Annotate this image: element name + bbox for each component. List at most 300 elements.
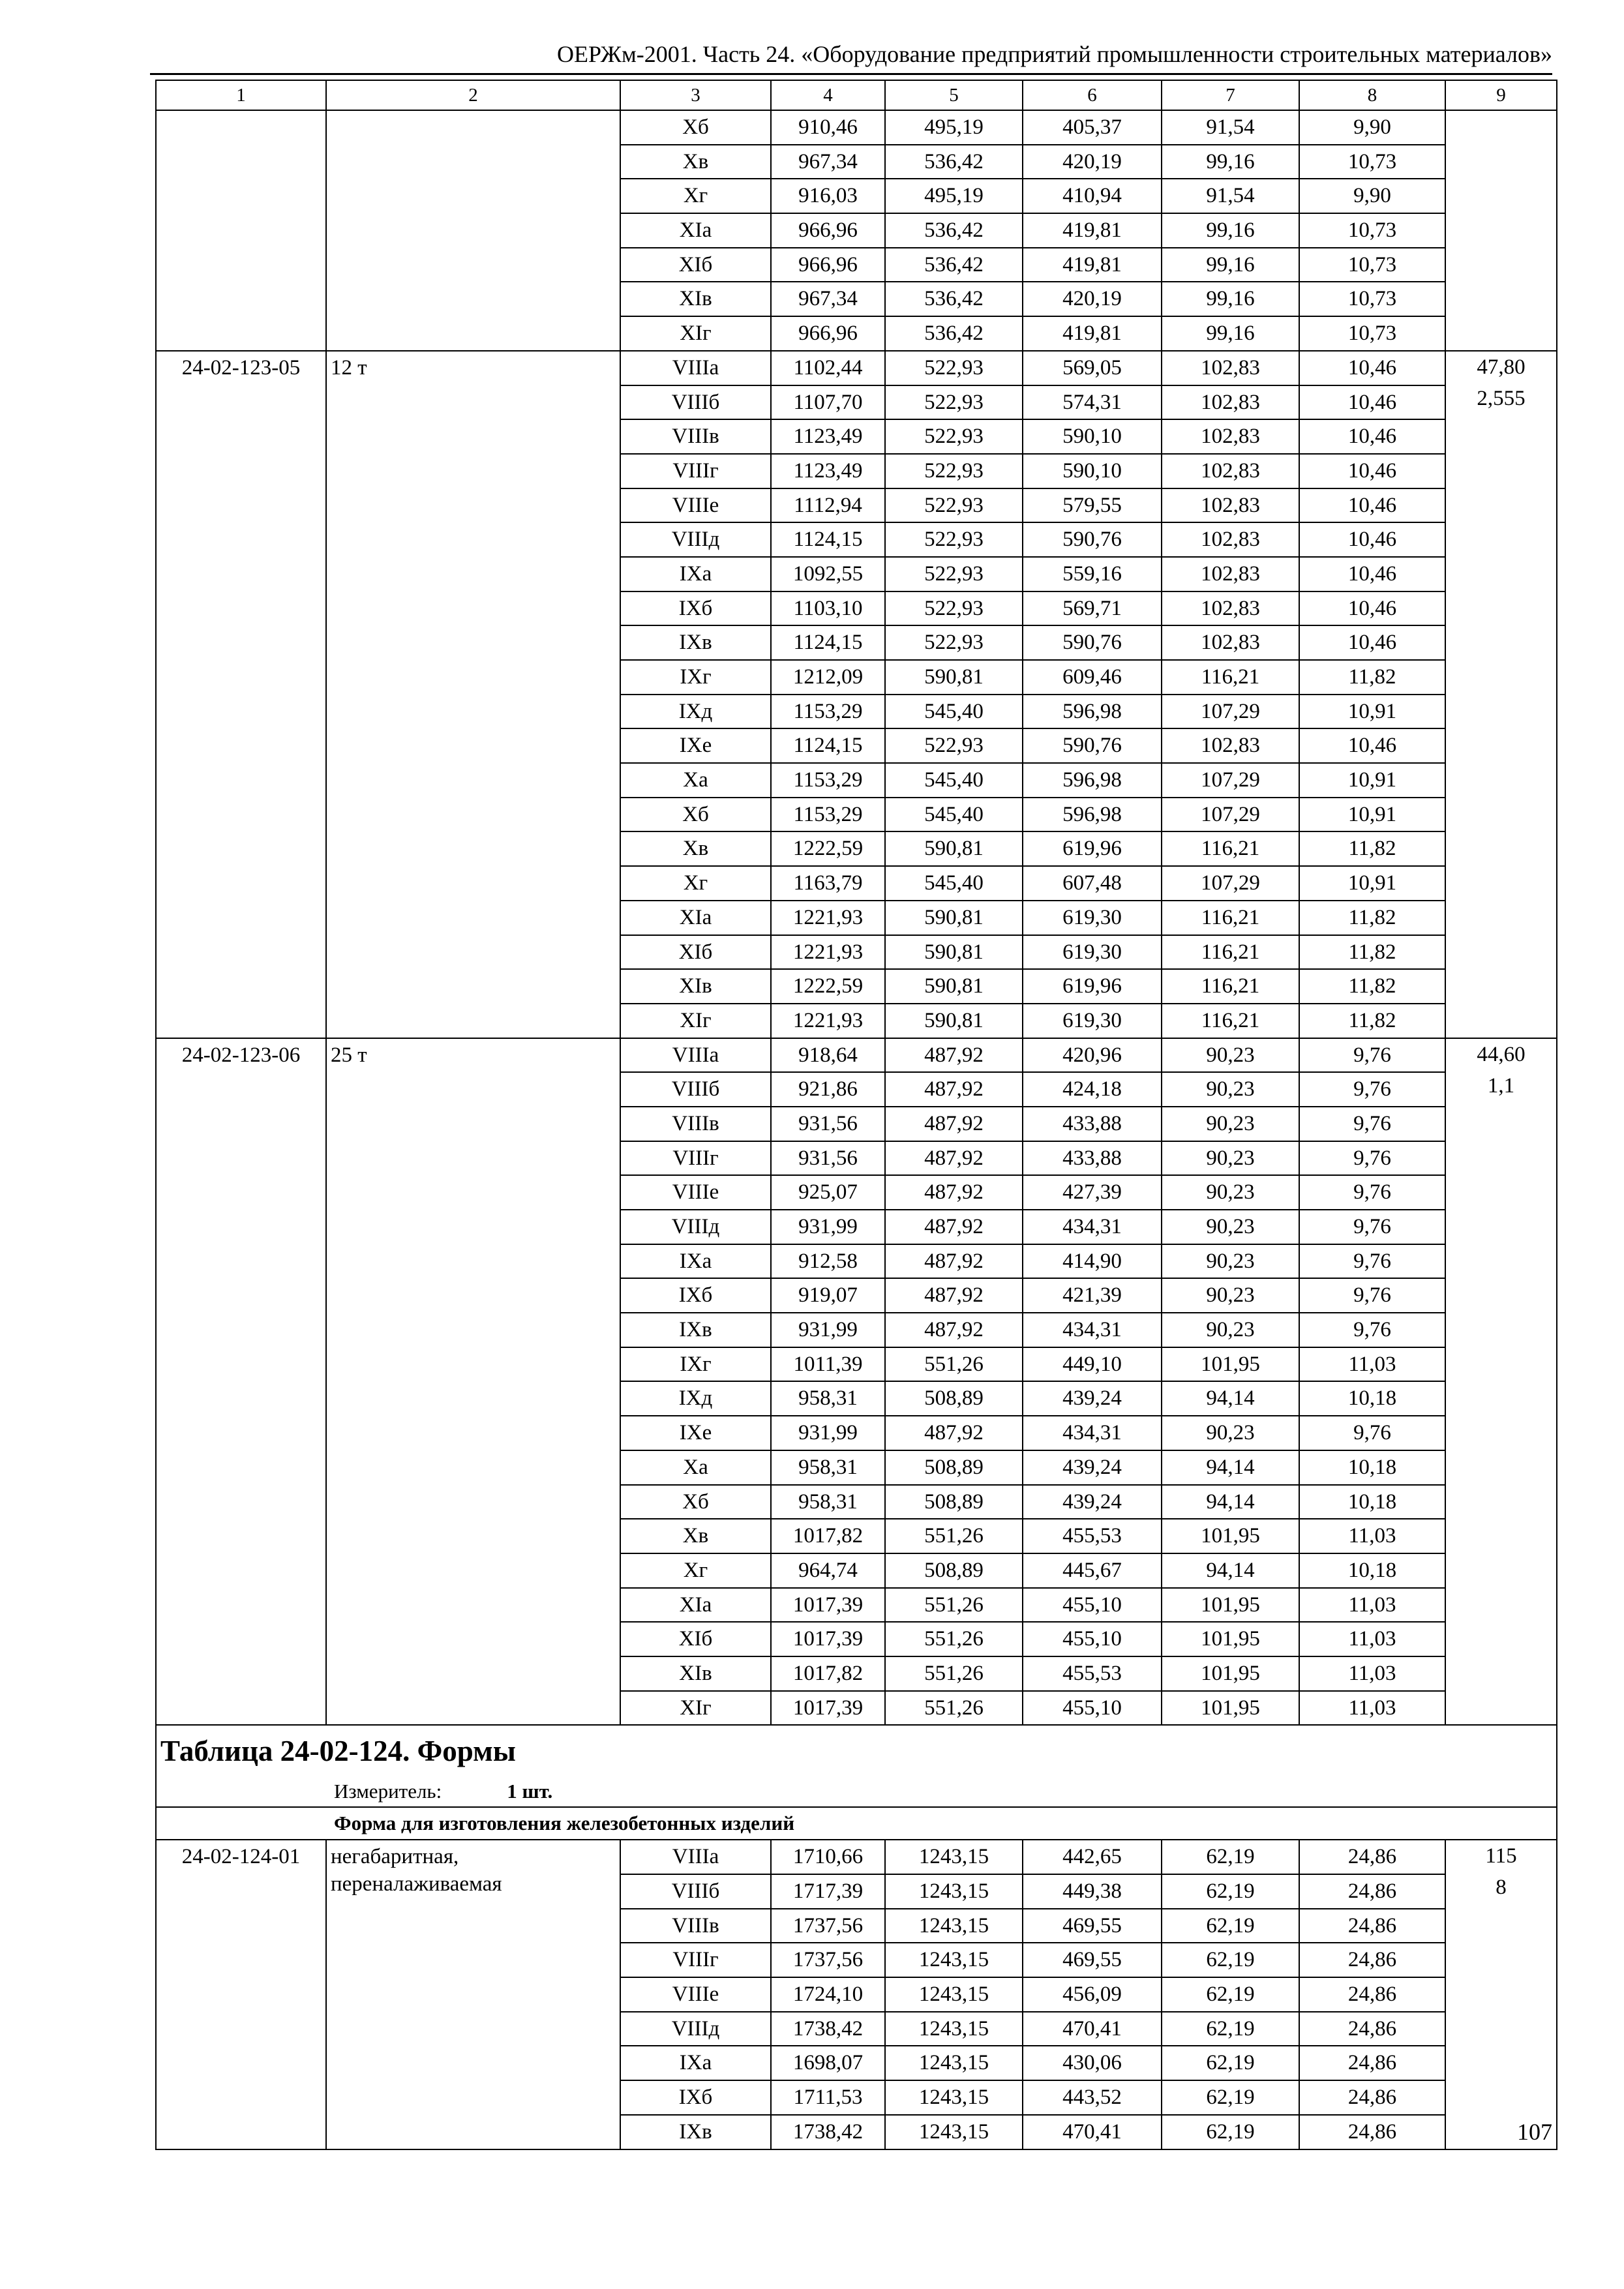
total-cost-cell: 967,34 — [771, 145, 885, 179]
labor-cell: 10,73 — [1299, 145, 1445, 179]
materials-cell: 455,10 — [1023, 1588, 1162, 1623]
total-cost-cell: 1221,93 — [771, 901, 885, 935]
index-cell: VIIIа — [620, 351, 771, 385]
labor-cell: 10,73 — [1299, 282, 1445, 316]
materials-cell: 607,48 — [1023, 866, 1162, 901]
code-cell: 24-02-123-06 — [156, 1038, 326, 1726]
machines-cell: 91,54 — [1162, 179, 1299, 213]
machines-cell: 90,23 — [1162, 1141, 1299, 1176]
machines-cell: 94,14 — [1162, 1485, 1299, 1519]
materials-cell: 590,76 — [1023, 522, 1162, 557]
labor-cell: 10,46 — [1299, 351, 1445, 385]
machines-cell: 107,29 — [1162, 866, 1299, 901]
wages-cell: 522,93 — [885, 385, 1023, 420]
col9-value: 115 — [1485, 1844, 1517, 1868]
wages-cell: 536,42 — [885, 248, 1023, 282]
total-cost-cell: 916,03 — [771, 179, 885, 213]
machines-cell: 62,19 — [1162, 1874, 1299, 1909]
machines-cell: 62,19 — [1162, 1909, 1299, 1943]
total-cost-cell: 1738,42 — [771, 2115, 885, 2149]
total-cost-cell: 1123,49 — [771, 454, 885, 488]
total-cost-cell: 925,07 — [771, 1175, 885, 1210]
index-cell: IXв — [620, 2115, 771, 2149]
materials-cell: 470,41 — [1023, 2012, 1162, 2046]
col9-value: 2,555 — [1477, 386, 1526, 410]
index-cell: Xг — [620, 1553, 771, 1588]
materials-cell: 469,55 — [1023, 1943, 1162, 1977]
machines-cell: 107,29 — [1162, 798, 1299, 832]
index-cell: Xг — [620, 179, 771, 213]
labor-cell: 10,46 — [1299, 522, 1445, 557]
materials-cell: 439,24 — [1023, 1381, 1162, 1416]
machines-cell: 102,83 — [1162, 557, 1299, 591]
machines-cell: 102,83 — [1162, 454, 1299, 488]
labor-cell: 11,82 — [1299, 831, 1445, 866]
machines-cell: 90,23 — [1162, 1210, 1299, 1244]
total-cost-cell: 1124,15 — [771, 728, 885, 763]
index-cell: IXб — [620, 1278, 771, 1313]
materials-cell: 430,06 — [1023, 2046, 1162, 2080]
materials-cell: 414,90 — [1023, 1244, 1162, 1279]
unit-value: 1 шт. — [507, 1780, 553, 1803]
wages-cell: 1243,15 — [885, 2115, 1023, 2149]
index-cell: Xб — [620, 110, 771, 145]
index-cell: VIIIд — [620, 2012, 771, 2046]
labor-cell: 10,91 — [1299, 695, 1445, 729]
labor-cell: 10,18 — [1299, 1553, 1445, 1588]
total-cost-cell: 1011,39 — [771, 1347, 885, 1382]
total-cost-cell: 1221,93 — [771, 1004, 885, 1038]
table-row — [156, 110, 1557, 145]
machines-cell: 101,95 — [1162, 1656, 1299, 1691]
wages-cell: 522,93 — [885, 557, 1023, 591]
wages-cell: 1243,15 — [885, 1840, 1023, 1874]
machines-cell: 99,16 — [1162, 316, 1299, 351]
wages-cell: 522,93 — [885, 419, 1023, 454]
machines-cell: 94,14 — [1162, 1553, 1299, 1588]
wages-cell: 590,81 — [885, 831, 1023, 866]
materials-cell: 470,41 — [1023, 2115, 1162, 2149]
labor-cell: 24,86 — [1299, 1977, 1445, 2012]
total-cost-cell: 1017,82 — [771, 1519, 885, 1553]
labor-cell: 24,86 — [1299, 2046, 1445, 2080]
index-cell: XIг — [620, 1004, 771, 1038]
labor-cell: 9,76 — [1299, 1313, 1445, 1347]
materials-cell: 619,30 — [1023, 1004, 1162, 1038]
machines-cell: 62,19 — [1162, 1943, 1299, 1977]
machines-cell: 107,29 — [1162, 763, 1299, 798]
wages-cell: 508,89 — [885, 1450, 1023, 1485]
total-cost-cell: 1112,94 — [771, 488, 885, 523]
machines-cell: 102,83 — [1162, 728, 1299, 763]
materials-cell: 596,98 — [1023, 763, 1162, 798]
materials-cell: 590,10 — [1023, 454, 1162, 488]
labor-cell: 24,86 — [1299, 1943, 1445, 1977]
machines-cell: 107,29 — [1162, 695, 1299, 729]
materials-cell: 434,31 — [1023, 1210, 1162, 1244]
wages-cell: 590,81 — [885, 901, 1023, 935]
materials-cell: 410,94 — [1023, 179, 1162, 213]
labor-cell: 24,86 — [1299, 1840, 1445, 1874]
machines-cell: 62,19 — [1162, 1977, 1299, 2012]
total-cost-cell: 1710,66 — [771, 1840, 885, 1874]
wages-cell: 1243,15 — [885, 1943, 1023, 1977]
materials-cell: 569,05 — [1023, 351, 1162, 385]
index-cell: VIIIг — [620, 1141, 771, 1176]
machines-cell: 99,16 — [1162, 145, 1299, 179]
code-cell: 24-02-124-01 — [156, 1840, 326, 2149]
labor-cell: 10,46 — [1299, 625, 1445, 660]
wages-cell: 545,40 — [885, 763, 1023, 798]
index-cell: IXг — [620, 660, 771, 695]
machines-cell: 101,95 — [1162, 1622, 1299, 1656]
wages-cell: 545,40 — [885, 798, 1023, 832]
labor-cell: 10,46 — [1299, 591, 1445, 626]
index-cell: Xб — [620, 798, 771, 832]
total-cost-cell: 958,31 — [771, 1381, 885, 1416]
labor-cell: 11,03 — [1299, 1519, 1445, 1553]
labor-cell: 9,76 — [1299, 1038, 1445, 1073]
wages-cell: 1243,15 — [885, 2012, 1023, 2046]
materials-cell: 433,88 — [1023, 1141, 1162, 1176]
materials-cell: 442,65 — [1023, 1840, 1162, 1874]
labor-cell: 24,86 — [1299, 1874, 1445, 1909]
table-row — [156, 351, 1557, 385]
name-cell — [326, 110, 620, 351]
total-cost-cell: 958,31 — [771, 1485, 885, 1519]
total-cost-cell: 1737,56 — [771, 1943, 885, 1977]
total-cost-cell: 1698,07 — [771, 2046, 885, 2080]
column-number: 1 — [156, 80, 326, 110]
labor-cell: 11,82 — [1299, 969, 1445, 1004]
wages-cell: 536,42 — [885, 282, 1023, 316]
total-cost-cell: 1103,10 — [771, 591, 885, 626]
wages-cell: 551,26 — [885, 1656, 1023, 1691]
code-cell — [156, 110, 326, 351]
col9-value: 1,1 — [1487, 1073, 1515, 1098]
total-cost-cell: 931,56 — [771, 1107, 885, 1141]
total-cost-cell: 1123,49 — [771, 419, 885, 454]
index-cell: XIб — [620, 248, 771, 282]
total-cost-cell: 1153,29 — [771, 798, 885, 832]
materials-cell: 574,31 — [1023, 385, 1162, 420]
wages-cell: 1243,15 — [885, 2080, 1023, 2115]
wages-cell: 495,19 — [885, 179, 1023, 213]
index-cell: VIIIа — [620, 1038, 771, 1073]
name-cell: негабаритная, переналаживаемая — [326, 1840, 620, 2149]
labor-cell: 24,86 — [1299, 2115, 1445, 2149]
index-cell: VIIIе — [620, 1175, 771, 1210]
index-cell: Xа — [620, 1450, 771, 1485]
total-cost-cell: 1124,15 — [771, 522, 885, 557]
labor-cell: 9,76 — [1299, 1244, 1445, 1279]
materials-cell: 455,53 — [1023, 1519, 1162, 1553]
wages-cell: 522,93 — [885, 454, 1023, 488]
machines-cell: 99,16 — [1162, 282, 1299, 316]
labor-cell: 10,91 — [1299, 763, 1445, 798]
machines-cell: 62,19 — [1162, 2080, 1299, 2115]
labor-cell: 9,76 — [1299, 1072, 1445, 1107]
wages-cell: 545,40 — [885, 866, 1023, 901]
machines-cell: 62,19 — [1162, 1840, 1299, 1874]
labor-cell: 11,82 — [1299, 935, 1445, 970]
wages-cell: 487,92 — [885, 1244, 1023, 1279]
machines-cell: 102,83 — [1162, 351, 1299, 385]
column-number: 9 — [1445, 80, 1557, 110]
labor-cell: 9,90 — [1299, 179, 1445, 213]
wages-cell: 590,81 — [885, 969, 1023, 1004]
materials-cell: 619,96 — [1023, 969, 1162, 1004]
wages-cell: 487,92 — [885, 1072, 1023, 1107]
index-cell: XIб — [620, 935, 771, 970]
materials-cell: 443,52 — [1023, 2080, 1162, 2115]
machines-cell: 101,95 — [1162, 1519, 1299, 1553]
materials-cell: 455,10 — [1023, 1622, 1162, 1656]
index-cell: Xа — [620, 763, 771, 798]
machines-cell: 116,21 — [1162, 935, 1299, 970]
machines-cell: 99,16 — [1162, 248, 1299, 282]
index-cell: VIIIб — [620, 385, 771, 420]
col9-cell — [1445, 351, 1557, 1038]
column-number: 4 — [771, 80, 885, 110]
wages-cell: 508,89 — [885, 1553, 1023, 1588]
labor-cell: 11,82 — [1299, 901, 1445, 935]
page-header — [150, 38, 1552, 75]
total-cost-cell: 918,64 — [771, 1038, 885, 1073]
index-cell: IXв — [620, 625, 771, 660]
wages-cell: 508,89 — [885, 1485, 1023, 1519]
labor-cell: 10,73 — [1299, 316, 1445, 351]
labor-cell: 11,03 — [1299, 1588, 1445, 1623]
machines-cell: 101,95 — [1162, 1691, 1299, 1726]
index-cell: Xг — [620, 866, 771, 901]
index-cell: XIб — [620, 1622, 771, 1656]
index-cell: IXе — [620, 1416, 771, 1450]
rates-table — [155, 80, 1557, 2150]
index-cell: XIв — [620, 1656, 771, 1691]
col9-cell — [1445, 1038, 1557, 1726]
machines-cell: 116,21 — [1162, 969, 1299, 1004]
machines-cell: 90,23 — [1162, 1072, 1299, 1107]
total-cost-cell: 910,46 — [771, 110, 885, 145]
machines-cell: 102,83 — [1162, 591, 1299, 626]
machines-cell: 62,19 — [1162, 2046, 1299, 2080]
total-cost-cell: 919,07 — [771, 1278, 885, 1313]
index-cell: VIIIв — [620, 1107, 771, 1141]
materials-cell: 469,55 — [1023, 1909, 1162, 1943]
labor-cell: 11,82 — [1299, 660, 1445, 695]
machines-cell: 90,23 — [1162, 1313, 1299, 1347]
wages-cell: 487,92 — [885, 1416, 1023, 1450]
index-cell: XIг — [620, 1691, 771, 1726]
wages-cell: 536,42 — [885, 213, 1023, 248]
labor-cell: 10,18 — [1299, 1485, 1445, 1519]
labor-cell: 11,03 — [1299, 1622, 1445, 1656]
section-cell — [156, 1807, 1557, 1840]
materials-cell: 439,24 — [1023, 1450, 1162, 1485]
column-number: 2 — [326, 80, 620, 110]
col9-cell — [1445, 110, 1557, 351]
wages-cell: 487,92 — [885, 1210, 1023, 1244]
materials-cell: 420,96 — [1023, 1038, 1162, 1073]
wages-cell: 495,19 — [885, 110, 1023, 145]
table-row — [156, 1840, 1557, 1874]
labor-cell: 10,18 — [1299, 1381, 1445, 1416]
labor-cell: 10,46 — [1299, 419, 1445, 454]
materials-cell: 590,76 — [1023, 728, 1162, 763]
materials-cell: 419,81 — [1023, 213, 1162, 248]
table-row — [156, 1038, 1557, 1073]
wages-cell: 522,93 — [885, 351, 1023, 385]
wages-cell: 522,93 — [885, 488, 1023, 523]
index-cell: IXв — [620, 1313, 771, 1347]
total-cost-cell: 966,96 — [771, 248, 885, 282]
wages-cell: 590,81 — [885, 935, 1023, 970]
materials-cell: 590,76 — [1023, 625, 1162, 660]
wages-cell: 487,92 — [885, 1141, 1023, 1176]
index-cell: XIв — [620, 969, 771, 1004]
machines-cell: 102,83 — [1162, 419, 1299, 454]
wages-cell: 551,26 — [885, 1622, 1023, 1656]
unit-label: Измеритель: — [334, 1780, 442, 1803]
materials-cell: 456,09 — [1023, 1977, 1162, 2012]
total-cost-cell: 967,34 — [771, 282, 885, 316]
materials-cell: 596,98 — [1023, 798, 1162, 832]
index-cell: VIIIа — [620, 1840, 771, 1874]
index-cell: VIIIд — [620, 522, 771, 557]
wages-cell: 508,89 — [885, 1381, 1023, 1416]
index-cell: IXб — [620, 591, 771, 626]
section-row — [156, 1807, 1557, 1840]
index-cell: VIIIг — [620, 454, 771, 488]
total-cost-cell: 958,31 — [771, 1450, 885, 1485]
index-cell: IXе — [620, 728, 771, 763]
wages-cell: 536,42 — [885, 145, 1023, 179]
total-cost-cell: 1717,39 — [771, 1874, 885, 1909]
name-cell: 12 т — [326, 351, 620, 1038]
total-cost-cell: 1017,39 — [771, 1622, 885, 1656]
machines-cell: 116,21 — [1162, 901, 1299, 935]
index-cell: IXб — [620, 2080, 771, 2115]
total-cost-cell: 1124,15 — [771, 625, 885, 660]
materials-cell: 434,31 — [1023, 1416, 1162, 1450]
machines-cell: 99,16 — [1162, 213, 1299, 248]
total-cost-cell: 921,86 — [771, 1072, 885, 1107]
machines-cell: 102,83 — [1162, 488, 1299, 523]
column-number: 7 — [1162, 80, 1299, 110]
labor-cell: 11,82 — [1299, 1004, 1445, 1038]
materials-cell: 420,19 — [1023, 282, 1162, 316]
header-title: ОЕРЖм-2001. Часть 24. «Оборудование предприятий промышленности строительных материалов» — [556, 41, 1552, 67]
materials-cell: 619,30 — [1023, 901, 1162, 935]
materials-cell: 424,18 — [1023, 1072, 1162, 1107]
wages-cell: 1243,15 — [885, 1874, 1023, 1909]
index-cell: IXа — [620, 2046, 771, 2080]
materials-cell: 590,10 — [1023, 419, 1162, 454]
machines-cell: 62,19 — [1162, 2012, 1299, 2046]
index-cell: VIIIе — [620, 488, 771, 523]
labor-cell: 10,73 — [1299, 248, 1445, 282]
column-numbers-row — [156, 80, 1557, 110]
labor-cell: 11,03 — [1299, 1691, 1445, 1726]
col9-value: 47,80 — [1477, 355, 1526, 379]
labor-cell: 9,76 — [1299, 1210, 1445, 1244]
machines-cell: 91,54 — [1162, 110, 1299, 145]
machines-cell: 90,23 — [1162, 1175, 1299, 1210]
total-cost-cell: 1738,42 — [771, 2012, 885, 2046]
wages-cell: 522,93 — [885, 522, 1023, 557]
wages-cell: 551,26 — [885, 1519, 1023, 1553]
materials-cell: 449,10 — [1023, 1347, 1162, 1382]
labor-cell: 24,86 — [1299, 2080, 1445, 2115]
total-cost-cell: 1017,39 — [771, 1588, 885, 1623]
labor-cell: 11,03 — [1299, 1656, 1445, 1691]
col9-cell — [1445, 1840, 1557, 2149]
page-number: 107 — [1517, 2119, 1552, 2145]
name-cell: 25 т — [326, 1038, 620, 1726]
machines-cell: 90,23 — [1162, 1244, 1299, 1279]
labor-cell: 9,76 — [1299, 1278, 1445, 1313]
total-cost-cell: 1221,93 — [771, 935, 885, 970]
wages-cell: 590,81 — [885, 1004, 1023, 1038]
index-cell: IXд — [620, 695, 771, 729]
total-cost-cell: 912,58 — [771, 1244, 885, 1279]
index-cell: VIIIе — [620, 1977, 771, 2012]
wages-cell: 1243,15 — [885, 1977, 1023, 2012]
labor-cell: 10,46 — [1299, 454, 1445, 488]
materials-cell: 445,67 — [1023, 1553, 1162, 1588]
wages-cell: 522,93 — [885, 625, 1023, 660]
materials-cell: 427,39 — [1023, 1175, 1162, 1210]
index-cell: XIа — [620, 901, 771, 935]
wages-cell: 551,26 — [885, 1588, 1023, 1623]
labor-cell: 24,86 — [1299, 2012, 1445, 2046]
machines-cell: 90,23 — [1162, 1038, 1299, 1073]
machines-cell: 94,14 — [1162, 1381, 1299, 1416]
wages-cell: 536,42 — [885, 316, 1023, 351]
index-cell: Xв — [620, 831, 771, 866]
machines-cell: 101,95 — [1162, 1588, 1299, 1623]
column-number: 3 — [620, 80, 771, 110]
index-cell: VIIIд — [620, 1210, 771, 1244]
wages-cell: 1243,15 — [885, 1909, 1023, 1943]
wages-cell: 551,26 — [885, 1691, 1023, 1726]
wages-cell: 487,92 — [885, 1313, 1023, 1347]
index-cell: IXа — [620, 1244, 771, 1279]
materials-cell: 434,31 — [1023, 1313, 1162, 1347]
index-cell: VIIIб — [620, 1072, 771, 1107]
labor-cell: 10,18 — [1299, 1450, 1445, 1485]
index-cell: Xб — [620, 1485, 771, 1519]
total-cost-cell: 1017,39 — [771, 1691, 885, 1726]
labor-cell: 10,91 — [1299, 866, 1445, 901]
total-cost-cell: 1737,56 — [771, 1909, 885, 1943]
materials-cell: 619,96 — [1023, 831, 1162, 866]
index-cell: Xв — [620, 1519, 771, 1553]
materials-cell: 455,10 — [1023, 1691, 1162, 1726]
machines-cell: 101,95 — [1162, 1347, 1299, 1382]
labor-cell: 9,90 — [1299, 110, 1445, 145]
index-cell: XIа — [620, 213, 771, 248]
index-cell: Xв — [620, 145, 771, 179]
total-cost-cell: 1153,29 — [771, 695, 885, 729]
labor-cell: 10,46 — [1299, 557, 1445, 591]
code-cell: 24-02-123-05 — [156, 351, 326, 1038]
total-cost-cell: 931,56 — [771, 1141, 885, 1176]
total-cost-cell: 1222,59 — [771, 969, 885, 1004]
index-cell: VIIIв — [620, 419, 771, 454]
machines-cell: 116,21 — [1162, 1004, 1299, 1038]
